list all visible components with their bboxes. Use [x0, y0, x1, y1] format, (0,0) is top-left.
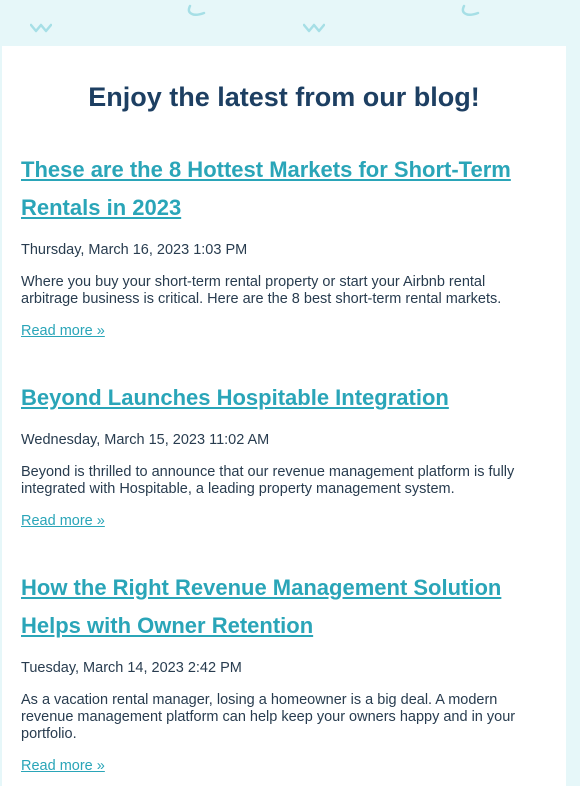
post-excerpt: Where you buy your short-term rental property or start your Airbnb rental arbitrage business is critical. Here are the 8 best short-term rental markets.: [21, 274, 502, 307]
read-more-link[interactable]: Read more »: [21, 758, 105, 774]
header-band: [0, 0, 580, 46]
post-title-link[interactable]: Beyond Launches Hospitable Integration: [21, 385, 449, 410]
read-more-link[interactable]: Read more »: [21, 513, 105, 529]
read-more-link[interactable]: Read more »: [21, 323, 105, 339]
post-title-link[interactable]: These are the 8 Hottest Markets for Short-Term Rentals in 2023: [21, 157, 511, 220]
page-margin: [566, 46, 580, 774]
post-date: Tuesday, March 14, 2023 2:42 PM: [21, 660, 242, 676]
post-date: Wednesday, March 15, 2023 11:02 AM: [21, 432, 270, 448]
post-excerpt: Beyond is thrilled to announce that our revenue management platform is fully integrated with Hospitable, a leading property management system.: [21, 464, 515, 497]
post-date: Thursday, March 16, 2023 1:03 PM: [21, 242, 248, 258]
blog-post: [21, 379, 541, 530]
post-excerpt: As a vacation rental manager, losing a homeowner is a big deal. A modern revenue management platform can help keep your owners happy and in your portfolio.: [21, 692, 516, 742]
page-title: Enjoy the latest from our blog!: [88, 82, 480, 112]
post-title-link[interactable]: How the Right Revenue Management Solution Helps with Owner Retention: [21, 575, 502, 638]
wave-icon: [303, 20, 325, 38]
blog-post: [21, 151, 541, 340]
wave-icon: [30, 20, 52, 38]
blog-card: [2, 46, 566, 786]
curl-icon: [460, 4, 480, 22]
blog-post: [21, 569, 541, 775]
curl-icon: [186, 4, 206, 22]
